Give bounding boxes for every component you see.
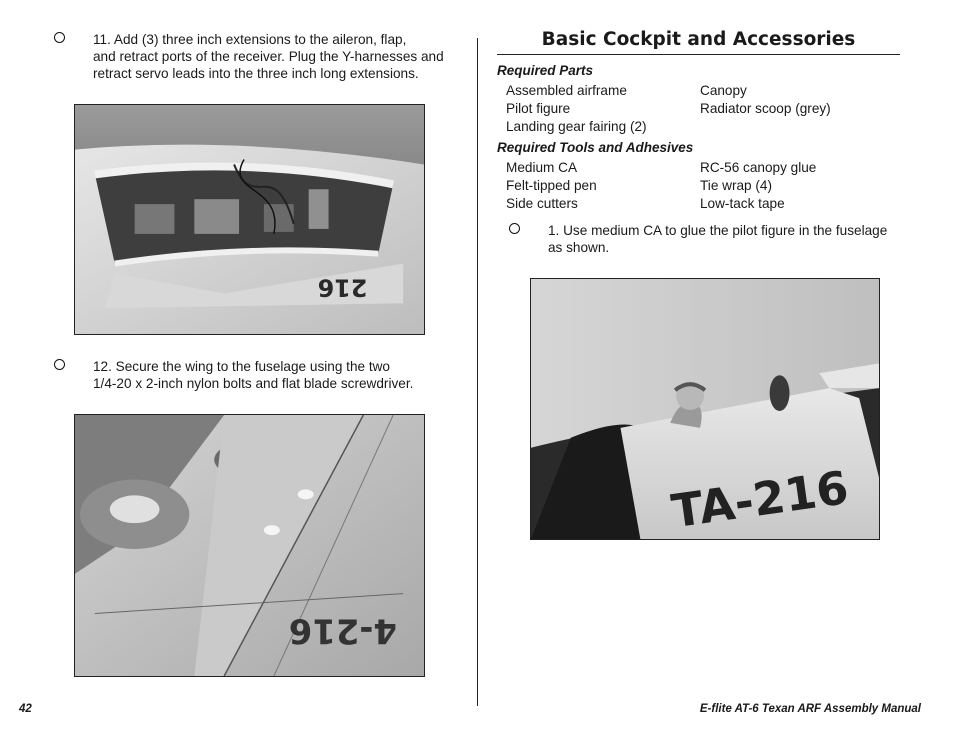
column-divider [477,38,478,706]
required-tools-title: Required Tools and Adhesives [497,140,694,155]
photo-receiver-compartment [74,104,425,335]
photo1-label: 216 [317,273,368,302]
checkbox-circle-icon[interactable] [54,359,65,370]
step-11-text: 11. Add (3) three inch extensions to the aileron, flap, and retract ports of the receiver. Plug the Y-harnesses and retract servo leads into the three inch long extensions. [93,32,444,81]
photo-pilot-figure [530,278,880,540]
checkbox-circle-icon[interactable] [509,223,520,234]
manual-title: E-flite AT-6 Texan ARF Assembly Manual [699,703,921,715]
photo-wing-bolts [74,414,425,677]
photo3-label: TA-216 [668,461,852,539]
checkbox-circle-icon[interactable] [54,32,65,43]
section-heading: Basic Cockpit and Accessories [497,29,900,55]
page-number: 42 [19,703,32,715]
step-12-text: 12. Secure the wing to the fuselage using the two 1/4-20 x 2-inch nylon bolts and flat blade screwdriver. [93,359,414,391]
photo2-label: 4-216 [288,611,397,651]
required-parts-title: Required Parts [497,63,594,78]
step-1-text: 1. Use medium CA to glue the pilot figure in the fuselage as shown. [548,223,888,255]
